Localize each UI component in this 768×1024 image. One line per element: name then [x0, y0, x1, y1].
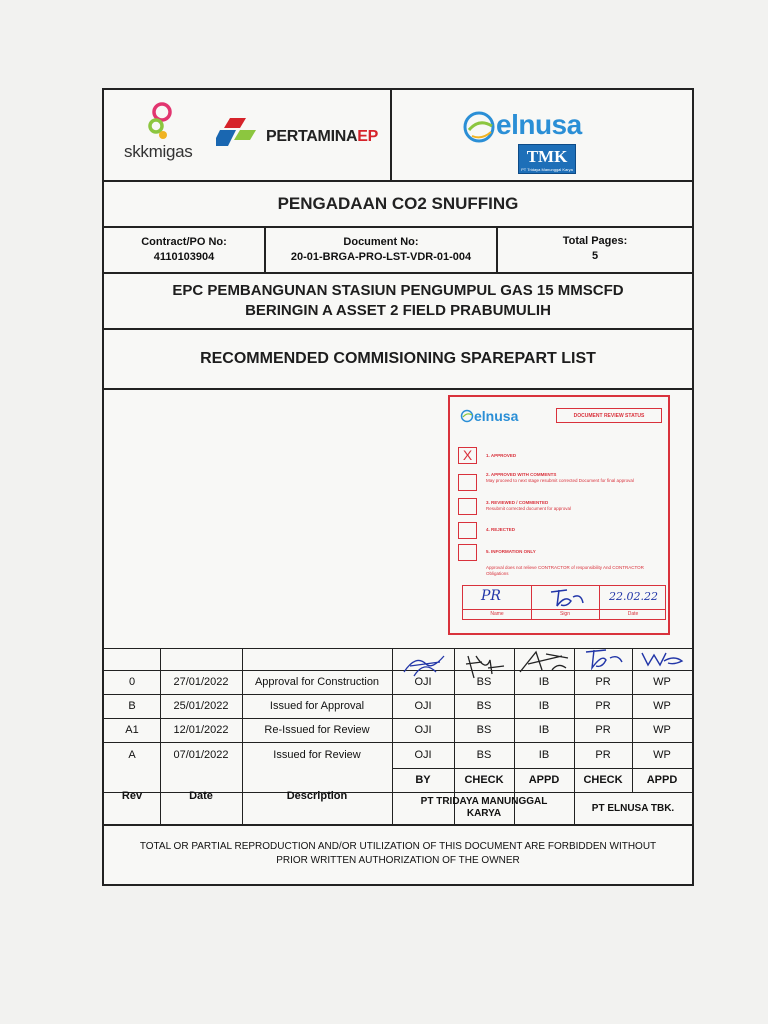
elnusa-logo-area	[390, 90, 692, 180]
header-appd2: APPD	[646, 774, 678, 786]
handwritten-date: 22.02.22	[609, 590, 658, 603]
status-checkbox-information-only	[458, 544, 477, 561]
document-label: Document No:	[343, 236, 419, 248]
company-tridaya: PT TRIDAYA MANUNGGAL KARYA	[420, 796, 548, 819]
status-option-reviewed: 3. REVIEWED / COMMENTED Resubmit corrected document for approval	[486, 500, 572, 511]
status-option-approved: 1. APPROVED	[486, 453, 517, 458]
skkmigas-logo: skkmigas	[124, 142, 193, 161]
stamp-signature-box	[462, 585, 666, 620]
tmk-logo: TMK PT Tridaya Manunggal Karya	[518, 144, 576, 174]
document-review-stamp	[448, 395, 670, 635]
elnusa-swirl-icon	[462, 110, 496, 144]
skkmigas-pin-icon	[148, 102, 174, 142]
handwritten-name: PR	[481, 588, 501, 604]
company-elnusa: PT ELNUSA TBK.	[591, 802, 675, 814]
status-option-rejected: 4. REJECTED	[486, 527, 516, 532]
stamp-signature-mark	[547, 587, 587, 609]
header-description: Description	[286, 790, 348, 802]
header-check: CHECK	[464, 774, 504, 786]
stamp-sign-label: Sign	[559, 611, 570, 617]
pertamina-ep-logo: PERTAMINAEP	[266, 128, 378, 145]
stamp-elnusa-icon	[460, 409, 474, 423]
header-appd: APPD	[528, 774, 560, 786]
stamp-logo: elnusa	[474, 408, 519, 424]
document-number: 20-01-BRGA-PRO-LST-VDR-01-004	[290, 251, 472, 263]
logo-row	[104, 90, 692, 182]
status-checkbox-approved: X	[458, 447, 477, 464]
stamp-header: DOCUMENT REVIEW STATUS	[556, 408, 662, 423]
header-by: BY	[415, 774, 431, 786]
status-option-information-only: 5. INFORMATION ONLY	[486, 549, 536, 554]
status-checkbox-rejected	[458, 522, 477, 539]
project-row	[104, 274, 692, 330]
pertamina-logo-icon	[216, 116, 260, 150]
header-date: Date	[189, 790, 213, 802]
procurement-title: PENGADAAN CO2 SNUFFING	[277, 194, 519, 213]
status-checkbox-approved-with-comments	[458, 474, 477, 491]
stamp-note: Approval does not relieve CONTRACTOR of responsibility And CONTRACTOR Obligations	[486, 565, 644, 576]
total-pages-label: Total Pages:	[562, 235, 628, 247]
status-option-approved-with-comments: 2. APPROVED WITH COMMENTS May proceed to next stage resubmit corrected Document for final approval	[486, 472, 634, 483]
header-check2: CHECK	[583, 774, 623, 786]
contract-label: Contract/PO No:	[141, 236, 227, 248]
status-checkbox-reviewed	[458, 498, 477, 515]
signature-check2	[582, 648, 628, 672]
contract-value: 4110103904	[153, 251, 215, 263]
document-title-row	[104, 330, 692, 390]
document-info-row	[104, 228, 692, 274]
footer-disclaimer: TOTAL OR PARTIAL REPRODUCTION AND/OR UTILIZATION OF THIS DOCUMENT ARE FORBIDDEN WITHOUT PRIOR WRITTEN AUTHORIZATION OF THE OWNER	[139, 841, 657, 866]
document-sheet	[102, 88, 694, 886]
total-pages-value: 5	[591, 250, 599, 262]
project-title-line1: EPC PEMBANGUNAN STASIUN PENGUMPUL GAS 15 MMSCFD	[172, 282, 624, 299]
procurement-title-row	[104, 182, 692, 228]
stamp-date-label: Date	[627, 611, 639, 617]
elnusa-logo: elnusa	[462, 104, 602, 144]
document-title: RECOMMENDED COMMISIONING SPAREPART LIST	[200, 350, 596, 367]
stamp-name-label: Name	[490, 611, 504, 617]
header-rev: Rev	[121, 790, 143, 802]
project-title-line2: BERINGIN A ASSET 2 FIELD PRABUMULIH	[245, 302, 551, 319]
signature-appd2	[638, 649, 688, 671]
revision-table: 0 27/01/2022 Approval for Construction OJI BS IB PR WP B 25/01/2022 Issued for Approval OJI BS IB PR WP A1 12/01/2022 Re-Issued for Review OJI BS IB PR WP A 07/01/2022 Issued for Review OJI BS IB PR WP Rev Date Description BY CHECK APPD CHECK APPD PT TRIDAYA MANUNGGAL KARYA PT ELNUSA TBK.	[104, 648, 692, 824]
